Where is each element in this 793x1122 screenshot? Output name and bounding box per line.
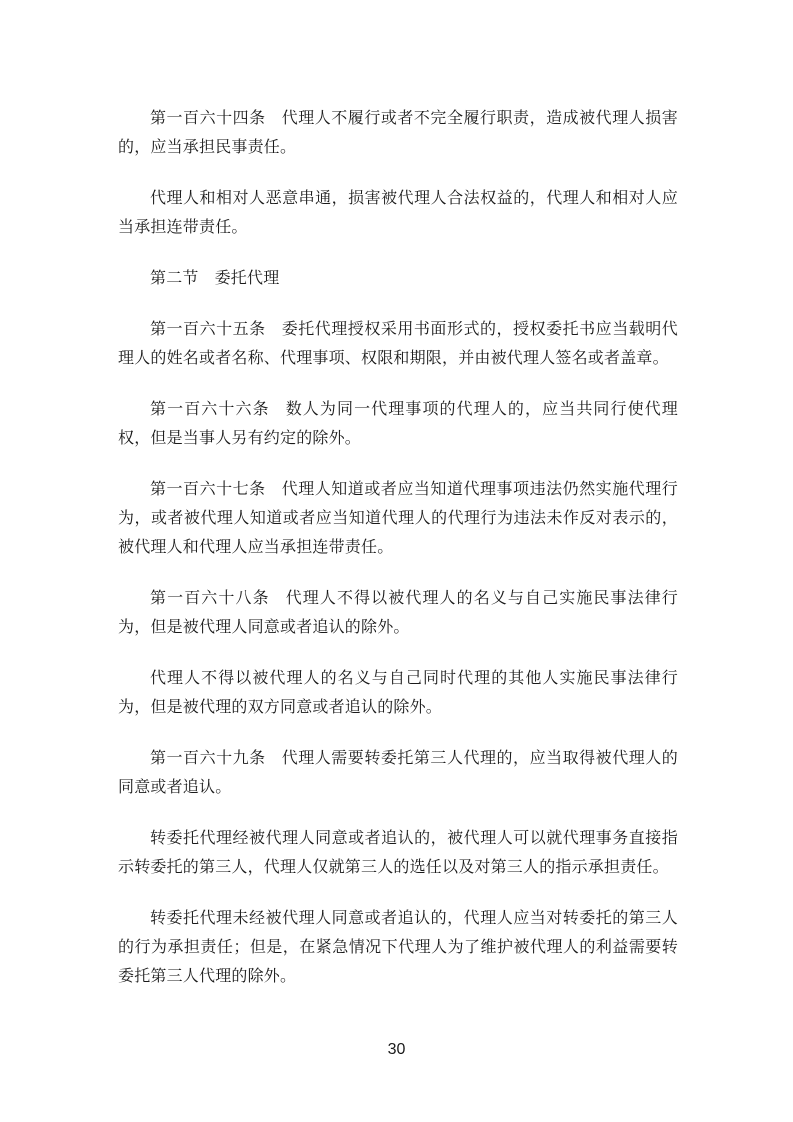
section-number: 第二节 (150, 268, 199, 287)
paragraph-text: 代理人不得以被代理人的名义与自己同时代理的其他人实施民事法律行为，但是被代理的双方同意或者追认的除外。 (118, 668, 678, 716)
paragraph-text: 代理人和相对人恶意串通，损害被代理人合法权益的，代理人和相对人应当承担连带责任。 (118, 188, 678, 236)
section-heading (118, 263, 678, 292)
article-number: 第一百六十八条 (150, 588, 270, 607)
paragraph-article-168 (118, 583, 678, 641)
paragraph-text: 数人为同一代理事项的代理人的，应当共同行使代理权，但是当事人另有约定的除外。 (118, 399, 679, 447)
paragraph-article-169-clause-3 (118, 903, 678, 990)
paragraph-article-167 (118, 474, 678, 561)
paragraph-article-169-clause-2 (118, 823, 678, 881)
paragraph-article-164 (118, 103, 678, 161)
paragraph-text: 转委托代理经被代理人同意或者追认的，被代理人可以就代理事务直接指示转委托的第三人，代理人仅就第三人的选任以及对第三人的指示承担责任。 (118, 828, 678, 876)
paragraph-article-169 (118, 743, 678, 801)
paragraph-text: 代理人不得以被代理人的名义与自己实施民事法律行为，但是被代理人同意或者追认的除外。 (118, 588, 679, 636)
paragraph-text: 委托代理授权采用书面形式的，授权委托书应当载明代理人的姓名或者名称、代理事项、权限和期限，并由被代理人签名或者盖章。 (118, 319, 678, 367)
article-number: 第一百六十七条 (150, 479, 266, 498)
paragraph-text: 转委托代理未经被代理人同意或者追认的，代理人应当对转委托的第三人的行为承担责任；但是，在紧急情况下代理人为了维护被代理人的利益需要转委托第三人代理的除外。 (118, 908, 678, 985)
article-number: 第一百六十九条 (150, 748, 266, 767)
paragraph-text: 代理人知道或者应当知道代理事项违法仍然实施代理行为，或者被代理人知道或者应当知道代理人的代理行为违法未作反对表示的，被代理人和代理人应当承担连带责任。 (118, 479, 678, 556)
paragraph-text: 代理人不履行或者不完全履行职责，造成被代理人损害的，应当承担民事责任。 (118, 108, 678, 156)
document-body (118, 103, 678, 1012)
paragraph-article-164-clause-2 (118, 183, 678, 241)
page-number: 30 (387, 1041, 406, 1058)
paragraph-article-165 (118, 314, 678, 372)
article-number: 第一百六十四条 (150, 108, 266, 127)
paragraph-text: 代理人需要转委托第三人代理的，应当取得被代理人的同意或者追认。 (118, 748, 678, 796)
article-number: 第一百六十五条 (150, 319, 266, 338)
section-title: 委托代理 (214, 268, 280, 287)
article-number: 第一百六十六条 (150, 399, 270, 418)
paragraph-article-166 (118, 394, 678, 452)
paragraph-article-168-clause-2 (118, 663, 678, 721)
